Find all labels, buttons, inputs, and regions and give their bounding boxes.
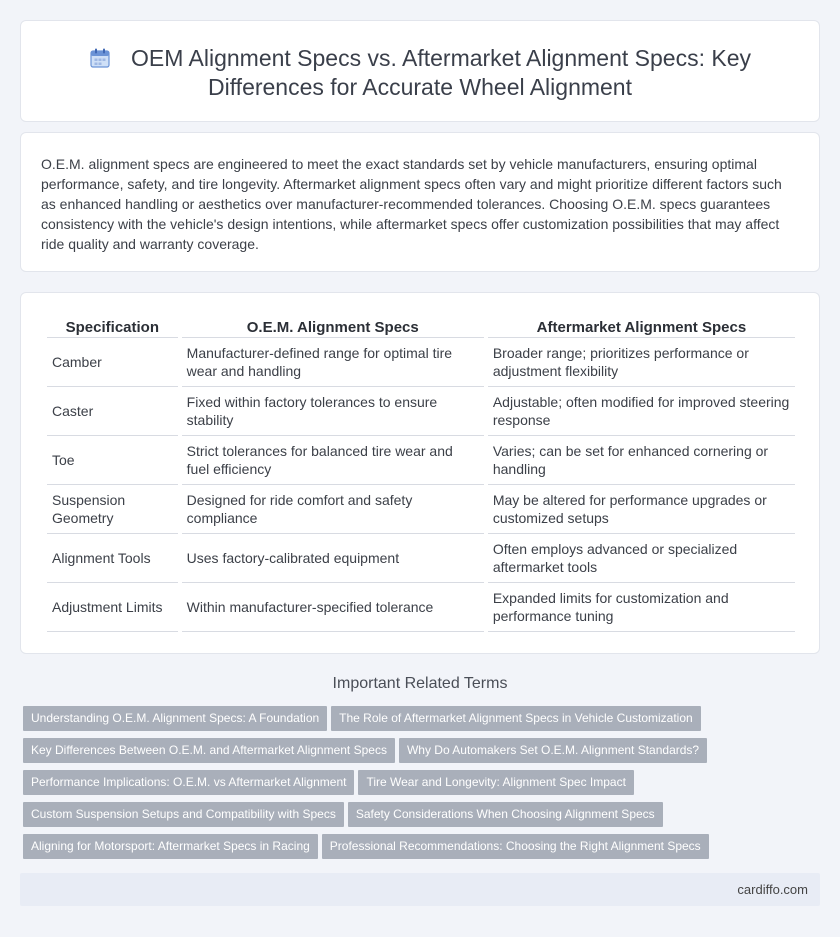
table-cell-aftermarket: Varies; can be set for enhanced cornering or handling xyxy=(488,436,795,485)
related-terms-row xyxy=(23,834,713,859)
related-terms-row xyxy=(23,770,638,795)
table-row xyxy=(47,436,795,485)
table-cell-spec: Adjustment Limits xyxy=(47,583,178,632)
table-row xyxy=(47,485,795,534)
related-term-link[interactable]: Key Differences Between O.E.M. and Aftermarket Alignment Specs xyxy=(23,738,395,763)
table-cell-spec: Alignment Tools xyxy=(47,534,178,583)
related-term-link[interactable]: The Role of Aftermarket Alignment Specs in Vehicle Customization xyxy=(331,706,701,731)
page-title xyxy=(60,44,780,102)
table-cell-aftermarket: Adjustable; often modified for improved steering response xyxy=(488,387,795,436)
table-cell-spec: Caster xyxy=(47,387,178,436)
related-terms-row xyxy=(23,706,705,731)
table-cell-oem: Uses factory-calibrated equipment xyxy=(182,534,484,583)
related-terms-heading: Important Related Terms xyxy=(332,675,508,692)
table-cell-aftermarket: Often employs advanced or specialized aftermarket tools xyxy=(488,534,795,583)
related-terms-row xyxy=(23,802,667,827)
related-term-link[interactable]: Why Do Automakers Set O.E.M. Alignment Standards? xyxy=(399,738,707,763)
calendar-icon xyxy=(89,47,111,69)
page-title-text: OEM Alignment Specs vs. Aftermarket Alignment Specs: Key Differences for Accurate Wheel Alignment xyxy=(131,45,751,100)
table-row xyxy=(47,338,795,387)
related-term-link[interactable]: Tire Wear and Longevity: Alignment Spec Impact xyxy=(358,770,633,795)
table-cell-spec: Suspension Geometry xyxy=(47,485,178,534)
column-header-oem: O.E.M. Alignment Specs xyxy=(182,309,484,338)
table-cell-oem: Designed for ride comfort and safety compliance xyxy=(182,485,484,534)
column-header-specification: Specification xyxy=(47,309,178,338)
table-cell-aftermarket: Broader range; prioritizes performance or adjustment flexibility xyxy=(488,338,795,387)
comparison-card xyxy=(20,292,820,654)
table-cell-aftermarket: May be altered for performance upgrades or customized setups xyxy=(488,485,795,534)
table-row xyxy=(47,534,795,583)
table-cell-oem: Manufacturer-defined range for optimal tire wear and handling xyxy=(182,338,484,387)
related-term-link[interactable]: Aligning for Motorsport: Aftermarket Specs in Racing xyxy=(23,834,318,859)
intro-card xyxy=(20,132,820,272)
column-header-aftermarket: Aftermarket Alignment Specs xyxy=(488,309,795,338)
comparison-table xyxy=(43,309,799,632)
footer-site-link[interactable]: cardiffo.com xyxy=(737,882,808,897)
table-cell-aftermarket: Expanded limits for customization and performance tuning xyxy=(488,583,795,632)
table-row xyxy=(47,387,795,436)
intro-paragraph: O.E.M. alignment specs are engineered to meet the exact standards set by vehicle manufacturers, ensuring optimal performance, safety, and tire longevity. Aftermarket alignment specs often vary and might prioritize different factors such as enhanced handling or aesthetics over manufacturer-recommended tolerances. Choosing O.E.M. specs guarantees consistency with the vehicle's design intentions, while aftermarket specs offer customization possibilities that may affect ride quality and warranty coverage. xyxy=(41,156,782,252)
table-cell-spec: Camber xyxy=(47,338,178,387)
related-term-link[interactable]: Safety Considerations When Choosing Alignment Specs xyxy=(348,802,663,827)
table-header-row xyxy=(47,309,795,338)
related-term-link[interactable]: Custom Suspension Setups and Compatibility with Specs xyxy=(23,802,344,827)
title-card xyxy=(20,20,820,122)
table-cell-oem: Fixed within factory tolerances to ensure stability xyxy=(182,387,484,436)
related-term-link[interactable]: Understanding O.E.M. Alignment Specs: A Foundation xyxy=(23,706,327,731)
table-cell-oem: Strict tolerances for balanced tire wear and fuel efficiency xyxy=(182,436,484,485)
table-cell-spec: Toe xyxy=(47,436,178,485)
related-term-link[interactable]: Professional Recommendations: Choosing the Right Alignment Specs xyxy=(322,834,709,859)
related-term-link[interactable]: Performance Implications: O.E.M. vs Aftermarket Alignment xyxy=(23,770,354,795)
table-row xyxy=(47,583,795,632)
table-cell-oem: Within manufacturer-specified tolerance xyxy=(182,583,484,632)
footer-bar xyxy=(20,873,820,906)
related-terms-row xyxy=(23,738,711,763)
